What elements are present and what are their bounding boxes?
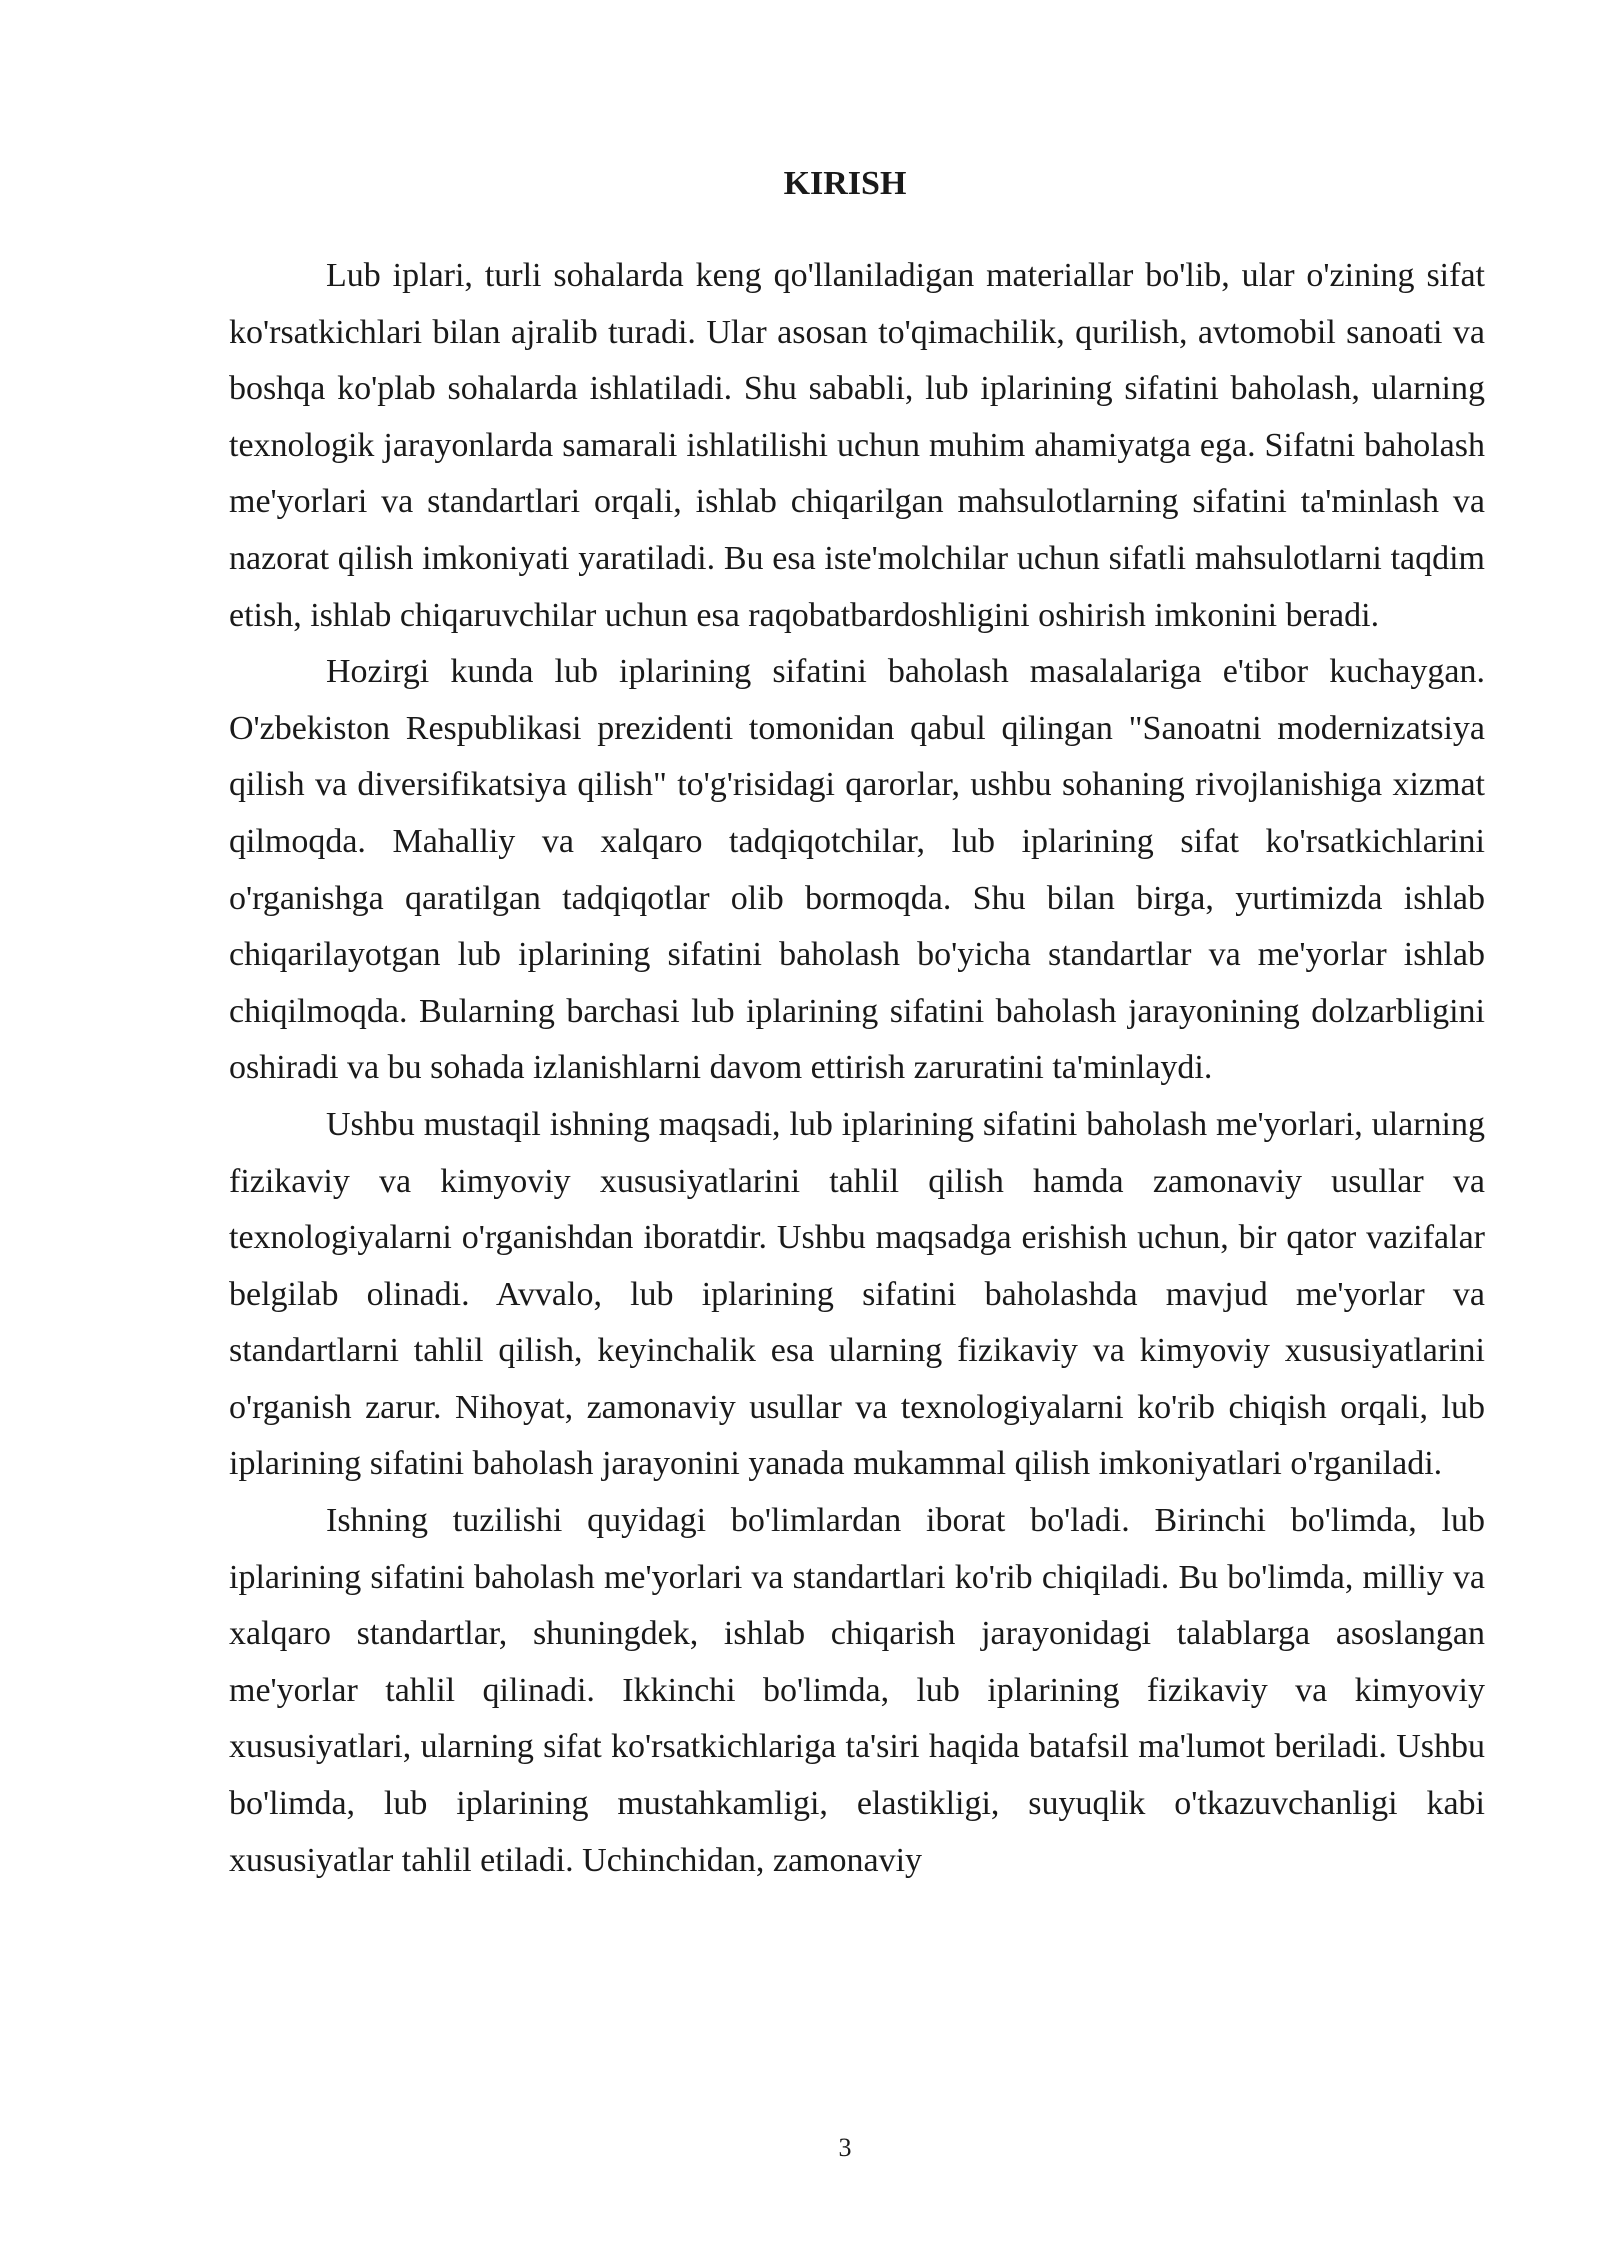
page-number: 3 bbox=[838, 2133, 852, 2162]
paragraph-3: Ushbu mustaqil ishning maqsadi, lub iplarining sifatini baholash me'yorlari, ularning fizikaviy va kimyoviy xususiyatlarini tahlil qilish hamda zamonaviy usullar va texnologiyalarni o'rganishdan iboratdir. Ushbu maqsadga erishish uchun, bir qator vazifalar belgilab olinadi. Avvalo, lub iplarining sifatini baholashda mavjud me'yorlar va standartlarni tahlil qilish, keyinchalik esa ularning fizikaviy va kimyoviy xususiyatlarini o'rganish zarur. Nihoyat, zamonaviy usullar va texnologiyalarni ko'rib chiqish orqali, lub iplarining sifatini baholash jarayonini yanada mukammal qilish imkoniyatlari o'rganiladi. bbox=[229, 1105, 1485, 1483]
paragraph-1: Lub iplari, turli sohalarda keng qo'llaniladigan materiallar bo'lib, ular o'zining sifat ko'rsatkichlari bilan ajralib turadi. Ular asosan to'qimachilik, qurilish, avtomobil sanoati va boshqa ko'plab sohalarda ishlatiladi. Shu sababli, lub iplarining sifatini baholash, ularning texnologik jarayonlarda samarali ishlatilishi uchun muhim ahamiyatga ega. Sifatni baholash me'yorlari va standartlari orqali, ishlab chiqarilgan mahsulotlarning sifatini ta'minlash va nazorat qilish imkoniyati yaratiladi. Bu esa iste'molchilar uchun sifatli mahsulotlarni taqdim etish, ishlab chiqaruvchilar uchun esa raqobatbardoshligini oshirish imkonini beradi. bbox=[229, 257, 1485, 634]
body-text bbox=[229, 248, 1485, 1889]
page-title: KIRISH bbox=[783, 165, 907, 202]
paragraph-2: Hozirgi kunda lub iplarining sifatini baholash masalalariga e'tibor kuchaygan. O'zbekiston Respublikasi prezidenti tomonidan qabul qilingan "Sanoatni modernizatsiya qilish va diversifikatsiya qilish" to'g'risidagi qarorlar, ushbu sohaning rivojlanishiga xizmat qilmoqda. Mahalliy va xalqaro tadqiqotchilar, lub iplarining sifat ko'rsatkichlarini o'rganishga qaratilgan tadqiqotlar olib bormoqda. Shu bilan birga, yurtimizda ishlab chiqarilayotgan lub iplarining sifatini baholash bo'yicha standartlar va me'yorlar ishlab chiqilmoqda. Bularning barchasi lub iplarining sifatini baholash jarayonining dolzarbligini oshiradi va bu sohada izlanishlarni davom ettirish zaruratini ta'minlaydi. bbox=[229, 653, 1485, 1087]
paragraph-4: Ishning tuzilishi quyidagi bo'limlardan iborat bo'ladi. Birinchi bo'limda, lub iplarining sifatini baholash me'yorlari va standartlari ko'rib chiqiladi. Bu bo'limda, milliy va xalqaro standartlar, shuningdek, ishlab chiqarish jarayonidagi talablarga asoslangan me'yorlar tahlil qilinadi. Ikkinchi bo'limda, lub iplarining fizikaviy va kimyoviy xususiyatlari, ularning sifat ko'rsatkichlariga ta'siri haqida batafsil ma'lumot beriladi. Ushbu bo'limda, lub iplarining mustahkamligi, elastikligi, suyuqlik o'tkazuvchanligi kabi xususiyatlar tahlil etiladi. Uchinchidan, zamonaviy bbox=[229, 1502, 1485, 1879]
